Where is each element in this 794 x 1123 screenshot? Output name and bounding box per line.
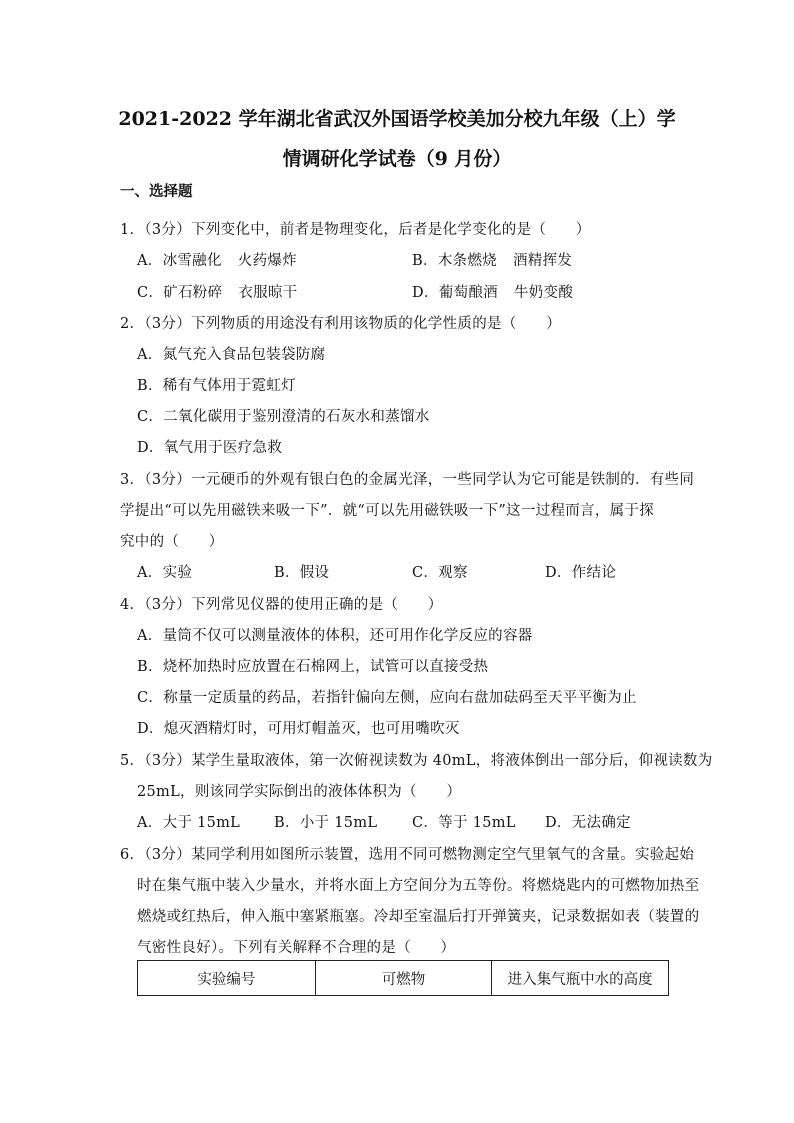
q1-stem: 1．（3分）下列变化中，前者是物理变化，后者是化学变化的是（ ） (120, 222, 591, 238)
q5-option-d: D．无法确定 (545, 815, 631, 831)
q1-option-d (412, 281, 573, 302)
q3-stem-line-2: 学提出“可以先用磁铁来吸一下”．就“可以先用磁铁吸一下”这一过程而言，属于探 (120, 503, 655, 519)
q3-option-d: D．作结论 (545, 565, 617, 581)
q5-option-c: C．等于 15mL (412, 815, 516, 831)
q2-option-d: D．氧气用于医疗急救 (137, 440, 283, 456)
q5-option-b: B．小于 15mL (274, 815, 378, 831)
q6-data-table (137, 960, 669, 996)
q1-option-b-part2: 酒精挥发 (512, 253, 573, 269)
table-header-cell: 进入集气瓶中水的高度 (492, 961, 669, 996)
q3-stem-line-1: 3．（3分）一元硬币的外观有银白色的金属光泽，一些同学认为它可能是铁制的．有些同 (120, 472, 695, 488)
section-heading: 一、选择题 (120, 183, 193, 200)
q4-option-a: A．量筒不仅可以测量液体的体积，还可用作化学反应的容器 (137, 628, 533, 644)
q1-option-a-part2: 火药爆炸 (237, 253, 297, 269)
q1-option-d-part1: D．葡萄酿酒 (412, 285, 498, 301)
q6-stem-line-2: 时在集气瓶中装入少量水，并将水面上方空间分为五等份。将燃烧匙内的可燃物加热至 (137, 878, 700, 894)
q3-option-c: C．观察 (412, 565, 468, 581)
q4-stem: 4．（3分）下列常见仪器的使用正确的是（ ） (120, 597, 443, 613)
q1-option-c-part2: 衣服晾干 (238, 285, 298, 301)
q6-stem-line-1: 6．（3分）某同学利用如图所示装置，选用不同可燃物测定空气里氧气的含量。实验起始 (120, 847, 695, 863)
q1-option-c (137, 281, 298, 302)
q4-option-d: D．熄灭酒精灯时，可用灯帽盖灭，也可用嘴吹灭 (137, 721, 460, 737)
q2-stem: 2．（3分）下列物质的用途没有利用该物质的化学性质的是（ ） (120, 316, 561, 332)
q1-option-a (137, 249, 297, 270)
q2-option-a: A．氮气充入食品包装袋防腐 (137, 347, 326, 363)
exam-title-line-1: 2021-2022 学年湖北省武汉外国语学校美加分校九年级（上）学 (118, 108, 676, 130)
q1-option-d-part2: 牛奶变酸 (513, 285, 574, 301)
q1-option-b (412, 249, 572, 270)
table-header-row (138, 961, 669, 996)
q3-option-b: B．假设 (274, 565, 330, 581)
q3-option-a: A．实验 (137, 565, 193, 581)
table-header-cell: 实验编号 (138, 961, 316, 996)
q5-option-a: A．大于 15mL (137, 815, 241, 831)
q2-option-c: C．二氧化碳用于鉴别澄清的石灰水和蒸馏水 (137, 409, 430, 425)
q4-option-b: B．烧杯加热时应放置在石棉网上，试管可以直接受热 (137, 659, 489, 675)
q4-option-c: C．称量一定质量的药品，若指针偏向左侧，应向右盘加砝码至天平平衡为止 (137, 690, 637, 706)
q6-stem-line-3: 燃烧或红热后，伸入瓶中塞紧瓶塞。冷却至室温后打开弹簧夹，记录数据如表（装置的 (137, 909, 700, 925)
q6-stem-line-4: 气密性良好）。下列有关解释不合理的是（ ） (137, 940, 456, 956)
q1-option-c-part1: C．矿石粉碎 (137, 285, 223, 301)
q5-stem-line-1: 5．（3分）某学生量取液体，第一次俯视读数为 40mL，将液体倒出一部分后，仰视读数为 (120, 753, 713, 769)
q3-stem-line-3: 究中的（ ） (120, 534, 224, 550)
q2-option-b: B．稀有气体用于霓虹灯 (137, 378, 296, 394)
q5-stem-line-2: 25mL，则该同学实际倒出的液体体积为（ ） (137, 784, 462, 800)
q1-option-b-part1: B．木条燃烧 (412, 253, 497, 269)
table-header-cell: 可燃物 (315, 961, 492, 996)
q1-option-a-part1: A．冰雪融化 (137, 253, 222, 269)
exam-title-line-2: 情调研化学试卷（9 月份） (282, 148, 512, 170)
